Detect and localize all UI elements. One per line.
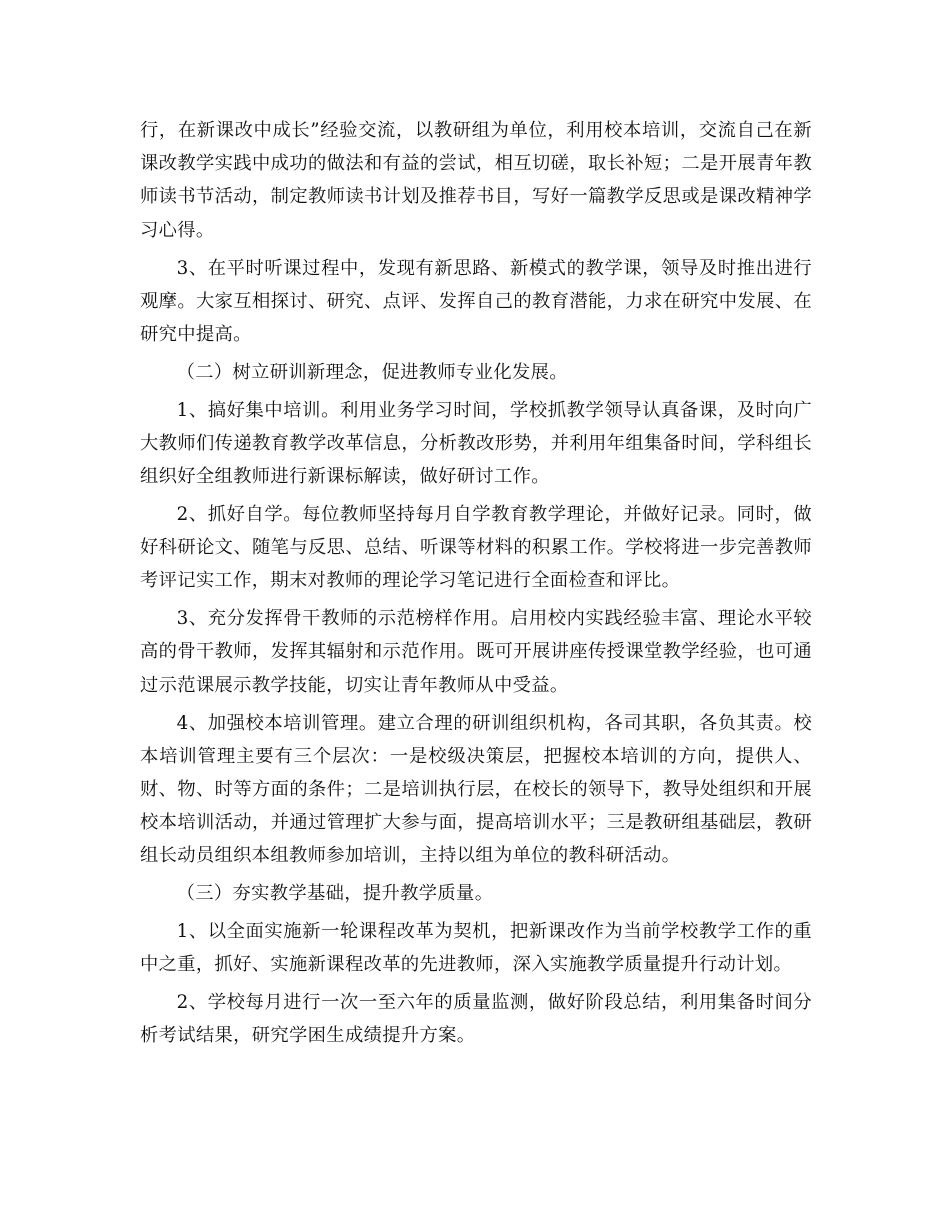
paragraph-item-1-training: 1、搞好集中培训。利用业务学习时间，学校抓教学领导认真备课，及时向广大教师们传递教育教学改革信息，分析教改形势，并利用年组集备时间，学科组长组织好全组教师进行新课标解读，做好研讨工作。	[140, 399, 812, 488]
section-heading-3: （三）夯实教学基础，提升教学质量。	[176, 883, 494, 905]
paragraph-item-2-monitoring: 2、学校每月进行一次一至六年的质量监测，做好阶段总结，利用集备时间分析考试结果，研究学困生成绩提升方案。	[140, 992, 812, 1047]
paragraph-continuation: 行，在新课改中成长”经验交流，以教研组为单位，利用校本培训，交流自己在新课改教学实践中成功的做法和有益的尝试，相互切磋，取长补短；二是开展青年教师读书节活动，制定教师读书计划及推荐书目，写好一篇教学反思或是课改精神学习心得。	[140, 120, 812, 241]
paragraph-item-2-self-study: 2、抓好自学。每位教师坚持每月自学教育教学理论，并做好记录。同时，做好科研论文、随笔与反思、总结、听课等材料的积累工作。学校将进一步完善教师考评记实工作，期末对教师的理论学习笔记进行全面检查和评比。	[140, 503, 812, 592]
document-page	[140, 114, 812, 1057]
paragraph-item-4-management: 4、加强校本培训管理。建立合理的研训组织机构，各司其职，各负其责。校本培训管理主要有三个层次：一是校级决策层，把握校本培训的方向，提供人、财、物、时等方面的条件；二是培训执行层，在校长的领导下，教导处组织和开展校本培训活动，并通过管理扩大参与面，提高培训水平；三是教研组基础层，教研组长动员组织本组教师参加培训，主持以组为单位的教科研活动。	[140, 712, 812, 867]
paragraph-item-1-reform: 1、以全面实施新一轮课程改革为契机，把新课改作为当前学校教学工作的重中之重，抓好、实施新课程改革的先进教师，深入实施教学质量提升行动计划。	[140, 921, 812, 976]
paragraph-item-3-backbone: 3、充分发挥骨干教师的示范榜样作用。启用校内实践经验丰富、理论水平较高的骨干教师，发挥其辐射和示范作用。既可开展讲座传授课堂教学经验，也可通过示范课展示教学技能，切实让青年教师从中受益。	[140, 608, 812, 696]
paragraph-item-3-observation: 3、在平时听课过程中，发现有新思路、新模式的教学课，领导及时推出进行观摩。大家互相探讨、研究、点评、发挥自己的教育潜能，力求在研究中发展、在研究中提高。	[140, 257, 812, 345]
section-heading-2: （二）树立研训新理念，促进教师专业化发展。	[176, 361, 568, 383]
